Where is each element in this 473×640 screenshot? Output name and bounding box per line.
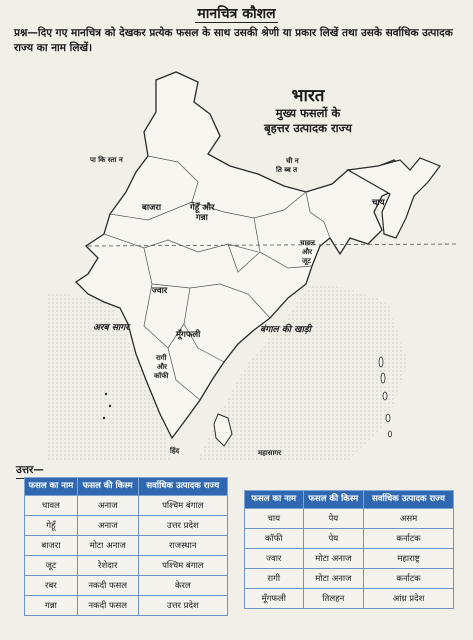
header-crop-name: फसल का नाम — [25, 478, 78, 496]
cell-type: रेशेदार — [77, 556, 138, 576]
cell-state: पश्चिम बंगाल — [138, 496, 227, 516]
question-text: दिए गए मानचित्र को देखकर प्रत्येक फसल के साथ उसकी श्रेणी या प्रकार लिखें तथा उसके सर्वाधिक उत्पादक राज्य का नाम लिखें। — [14, 27, 453, 54]
crop-table-right — [244, 490, 454, 609]
cell-type: मोटा अनाज — [77, 536, 138, 556]
table-row — [25, 576, 228, 596]
cell-type: पेय — [303, 509, 364, 529]
cell-type: मोटा अनाज — [303, 549, 364, 569]
table-row — [245, 589, 454, 609]
label-indian-ocean-left: हिंद — [170, 447, 180, 455]
cell-state: राजस्थान — [138, 536, 227, 556]
cell-crop: ज्वार — [245, 549, 304, 569]
label-wheat-line1: गेहूँ और — [190, 203, 215, 213]
label-rice-line1: चावल — [300, 239, 315, 247]
label-tea: चाय — [372, 198, 385, 208]
header-top-state: सर्वाधिक उत्पादक राज्य — [138, 478, 227, 496]
label-ragi-line3: कॉफी — [154, 372, 169, 380]
cell-state: महाराष्ट्र — [364, 549, 454, 569]
cell-type: नकदी फसल — [77, 576, 138, 596]
cell-state: पश्चिम बंगाल — [138, 556, 227, 576]
label-china-line2: ति ब्ब त — [276, 166, 298, 174]
map-title-block — [228, 86, 388, 136]
label-bay-of-bengal: बंगाल की खाड़ी — [260, 325, 311, 335]
label-groundnut: मूँगफली — [176, 330, 201, 340]
cell-type: अनाज — [77, 516, 138, 536]
header-top-state: सर्वाधिक उत्पादक राज्य — [364, 491, 454, 509]
question-block — [14, 26, 462, 56]
label-china-line1: ची न — [286, 157, 299, 165]
label-ragi-line2: और — [157, 363, 168, 371]
label-pakistan: पा कि स्ता न — [90, 156, 123, 164]
cell-crop: गन्ना — [25, 596, 78, 616]
cell-crop: मूँगफली — [245, 589, 304, 609]
table-header-row — [245, 491, 454, 509]
label-rice-line2: और — [302, 248, 313, 256]
cell-state: केरल — [138, 576, 227, 596]
label-indian-ocean-right: महासागर — [258, 449, 282, 457]
cell-crop: जूट — [25, 556, 78, 576]
table-row — [25, 536, 228, 556]
label-ragi-line1: रागी — [156, 354, 167, 362]
table-row — [245, 569, 454, 589]
cell-crop: गेहूँ — [25, 516, 78, 536]
cell-type: अनाज — [77, 496, 138, 516]
cell-state: कर्नाटक — [364, 569, 454, 589]
cell-type: मोटा अनाज — [303, 569, 364, 589]
label-wheat-line2: गन्ना — [196, 213, 208, 223]
cell-crop: बाजरा — [25, 536, 78, 556]
cell-state: उत्तर प्रदेश — [138, 596, 227, 616]
question-prefix: प्रश्न— — [14, 27, 38, 39]
map-subtitle-line2: बृहत्तर उत्पादक राज्य — [264, 121, 352, 135]
cell-crop: रबर — [25, 576, 78, 596]
table-row — [245, 509, 454, 529]
cell-state: उत्तर प्रदेश — [138, 516, 227, 536]
cell-state: आंध्र प्रदेश — [364, 589, 454, 609]
cell-state: कर्नाटक — [364, 529, 454, 549]
table-row — [25, 596, 228, 616]
label-arabian-sea: अरब सागर — [93, 323, 129, 333]
table-row — [25, 496, 228, 516]
cell-type: तिलहन — [303, 589, 364, 609]
table-row — [245, 529, 454, 549]
cell-crop: रागी — [245, 569, 304, 589]
label-bajra: बाजरा — [142, 203, 162, 213]
header-crop-type: फसल की किस्म — [303, 491, 364, 509]
answer-heading: उत्तर— — [16, 463, 44, 479]
table-row — [25, 516, 228, 536]
cell-crop: चावल — [25, 496, 78, 516]
label-rice-line3: जूट — [302, 257, 311, 265]
table-header-row — [25, 478, 228, 496]
cell-state: असम — [364, 509, 454, 529]
heading-text: मानचित्र कौशल — [197, 6, 276, 22]
header-crop-type: फसल की किस्म — [77, 478, 138, 496]
crop-table-left — [24, 477, 228, 616]
page-heading — [0, 4, 473, 23]
cell-type: पेय — [303, 529, 364, 549]
cell-crop: कॉफी — [245, 529, 304, 549]
cell-crop: चाय — [245, 509, 304, 529]
cell-type: नकदी फसल — [77, 596, 138, 616]
table-row — [25, 556, 228, 576]
table-row — [245, 549, 454, 569]
label-jowar: ज्वार — [152, 286, 168, 296]
header-crop-name: फसल का नाम — [245, 491, 304, 509]
map-subtitle-line1: मुख्य फसलों के — [275, 106, 341, 120]
map-title: भारत — [291, 86, 325, 106]
